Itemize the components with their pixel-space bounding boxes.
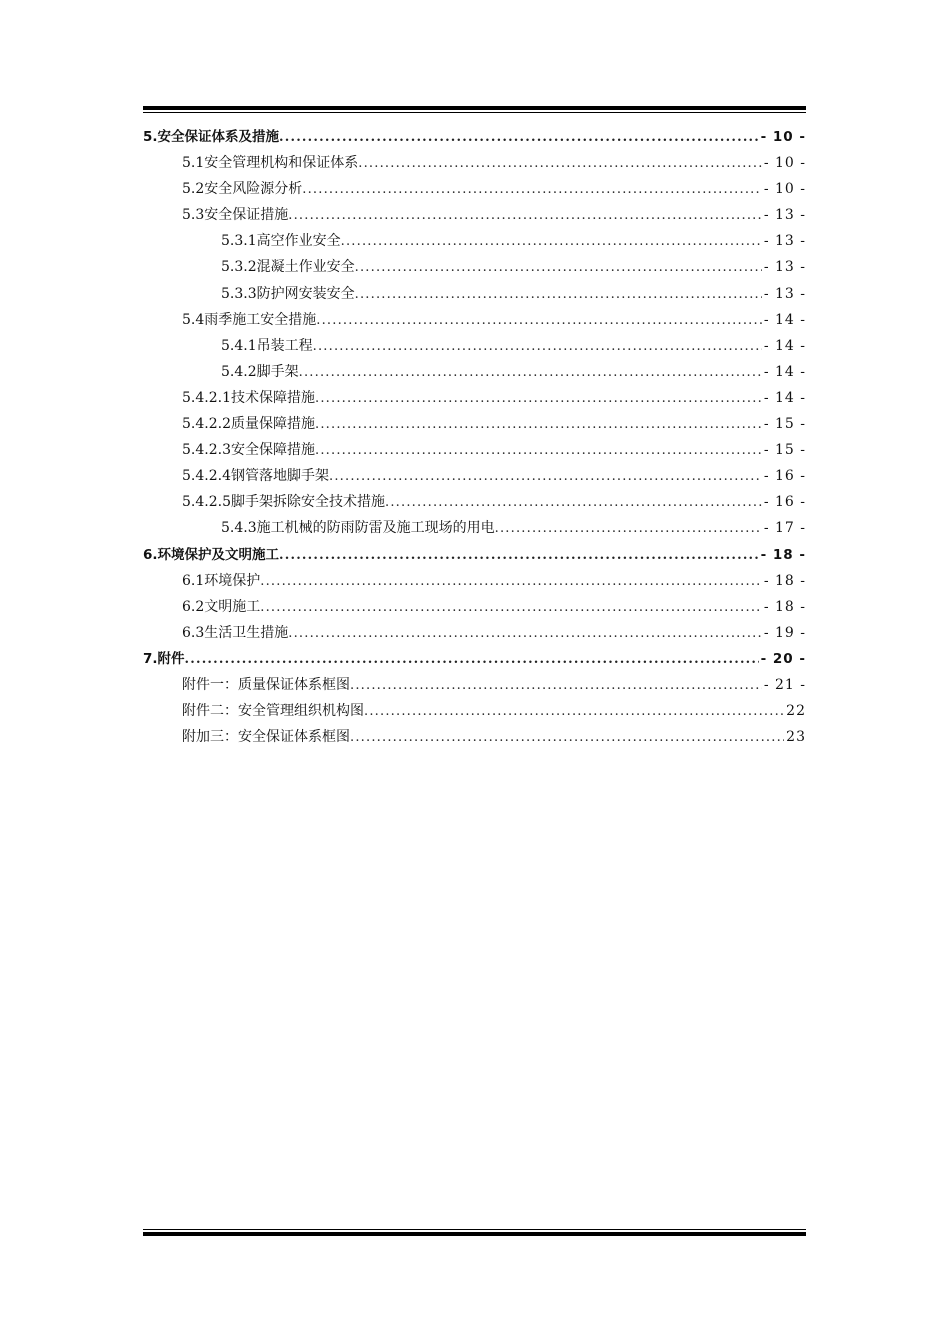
toc-leader — [315, 386, 762, 411]
toc-entry[interactable] — [143, 281, 806, 307]
toc-leader — [288, 621, 762, 646]
toc-entry[interactable] — [143, 333, 806, 359]
toc-entry-title: 附加三：安全保证体系框图 — [182, 729, 350, 746]
toc-entry-page: - 13 - — [763, 207, 806, 224]
toc-leader — [315, 438, 762, 463]
toc-entry[interactable] — [143, 646, 806, 672]
toc-entry-title: 5.4.2脚手架 — [221, 363, 299, 380]
toc-entry-page: - 13 - — [763, 259, 806, 276]
toc-entry[interactable] — [143, 568, 806, 594]
toc-entry-title: 附件一：质量保证体系框图 — [182, 676, 350, 693]
toc-entry[interactable] — [143, 254, 806, 280]
header-rule — [143, 106, 806, 113]
toc-entry-title: 5.4.2.5脚手架拆除安全技术措施 — [182, 494, 385, 511]
toc-entry[interactable] — [143, 594, 806, 620]
toc-entry-title: 5.4.2.3安全保障措施 — [182, 442, 315, 459]
toc-entry-page: - 10 - — [760, 129, 806, 145]
toc-entry[interactable] — [143, 542, 806, 568]
toc-entry-title: 5.1安全管理机构和保证体系 — [182, 155, 359, 172]
toc-entry-page: - 21 - — [763, 676, 806, 693]
toc-entry-title: 5.3.3防护网安装安全 — [221, 285, 355, 302]
toc-entry-title: 5.4.2.4钢管落地脚手架 — [182, 468, 329, 485]
toc-entry-title: 5.安全保证体系及措施 — [143, 129, 280, 145]
toc-entry[interactable] — [143, 437, 806, 463]
toc-entry[interactable] — [143, 620, 806, 646]
toc-entry-title: 5.4.3施工机械的防雨防雷及施工现场的用电 — [221, 520, 495, 537]
toc-entry[interactable] — [143, 176, 806, 202]
toc-entry[interactable] — [143, 150, 806, 176]
toc-entry-title: 6.3生活卫生措施 — [182, 624, 289, 641]
toc-leader — [315, 412, 762, 437]
toc-entry[interactable] — [143, 385, 806, 411]
toc-leader — [299, 360, 762, 385]
toc-entry-page: - 14 - — [763, 311, 806, 328]
toc-entry-title: 5.4.1吊装工程 — [221, 337, 313, 354]
toc-leader — [279, 125, 759, 150]
toc-entry-page: - 16 - — [763, 494, 806, 511]
toc-leader — [302, 177, 762, 202]
toc-entry-title: 6.环境保护及文明施工 — [143, 546, 280, 563]
footer-rule — [143, 1229, 806, 1236]
toc-entry-title: 7.附件 — [143, 650, 185, 667]
toc-entry-title: 附件二：安全管理组织机构图 — [182, 703, 364, 720]
toc-entry-title: 5.4雨季施工安全措施 — [182, 311, 317, 328]
toc-leader — [316, 308, 762, 333]
toc-entry-title: 5.3安全保证措施 — [182, 207, 289, 224]
toc-entry-page: - 15 - — [763, 416, 806, 433]
toc-entry-title: 6.2文明施工 — [182, 598, 261, 615]
toc-entry[interactable] — [143, 228, 806, 254]
toc-entry-page: - 14 - — [763, 363, 806, 380]
toc-entry[interactable] — [143, 307, 806, 333]
toc-leader — [279, 543, 759, 568]
toc-entry[interactable] — [143, 411, 806, 437]
toc-entry-title: 5.4.2.2质量保障措施 — [182, 416, 315, 433]
table-of-contents — [143, 124, 806, 750]
toc-entry[interactable] — [143, 698, 806, 724]
toc-entry[interactable] — [143, 359, 806, 385]
toc-leader — [350, 673, 762, 698]
toc-entry-page: 22 — [786, 703, 806, 720]
toc-leader — [358, 151, 762, 176]
toc-entry-title: 5.4.2.1技术保障措施 — [182, 389, 315, 406]
toc-leader — [355, 255, 762, 280]
toc-entry-title: 5.3.2混凝土作业安全 — [221, 259, 355, 276]
toc-leader — [341, 229, 762, 254]
toc-entry[interactable] — [143, 515, 806, 541]
toc-entry[interactable] — [143, 489, 806, 515]
toc-entry-page: - 13 - — [763, 285, 806, 302]
toc-entry-page: - 10 - — [763, 155, 806, 172]
toc-entry[interactable] — [143, 463, 806, 489]
toc-entry-page: - 13 - — [763, 233, 806, 250]
toc-entry-page: - 17 - — [763, 520, 806, 537]
toc-leader — [260, 569, 762, 594]
toc-leader — [288, 203, 762, 228]
toc-leader — [260, 595, 762, 620]
toc-entry[interactable] — [143, 724, 806, 750]
toc-leader — [385, 490, 762, 515]
toc-entry[interactable] — [143, 672, 806, 698]
toc-entry-page: - 18 - — [763, 598, 806, 615]
toc-leader — [495, 516, 762, 541]
toc-entry-page: 23 — [786, 729, 806, 746]
toc-leader — [329, 464, 762, 489]
toc-leader — [350, 725, 784, 750]
toc-entry[interactable] — [143, 124, 806, 150]
toc-entry-page: - 14 - — [763, 389, 806, 406]
toc-entry-title: 6.1环境保护 — [182, 572, 261, 589]
toc-leader — [364, 699, 784, 724]
toc-entry-page: - 19 - — [763, 624, 806, 641]
toc-entry-page: - 14 - — [763, 337, 806, 354]
toc-entry[interactable] — [143, 202, 806, 228]
toc-leader — [313, 334, 762, 359]
toc-entry-page: - 18 - — [760, 546, 806, 563]
toc-entry-page: - 20 - — [760, 650, 806, 667]
toc-leader — [355, 282, 762, 307]
toc-entry-title: 5.3.1高空作业安全 — [221, 233, 341, 250]
toc-entry-page: - 15 - — [763, 442, 806, 459]
toc-entry-page: - 10 - — [763, 181, 806, 198]
toc-entry-title: 5.2安全风险源分析 — [182, 181, 303, 198]
toc-entry-page: - 16 - — [763, 468, 806, 485]
toc-entry-page: - 18 - — [763, 572, 806, 589]
toc-leader — [185, 647, 759, 672]
